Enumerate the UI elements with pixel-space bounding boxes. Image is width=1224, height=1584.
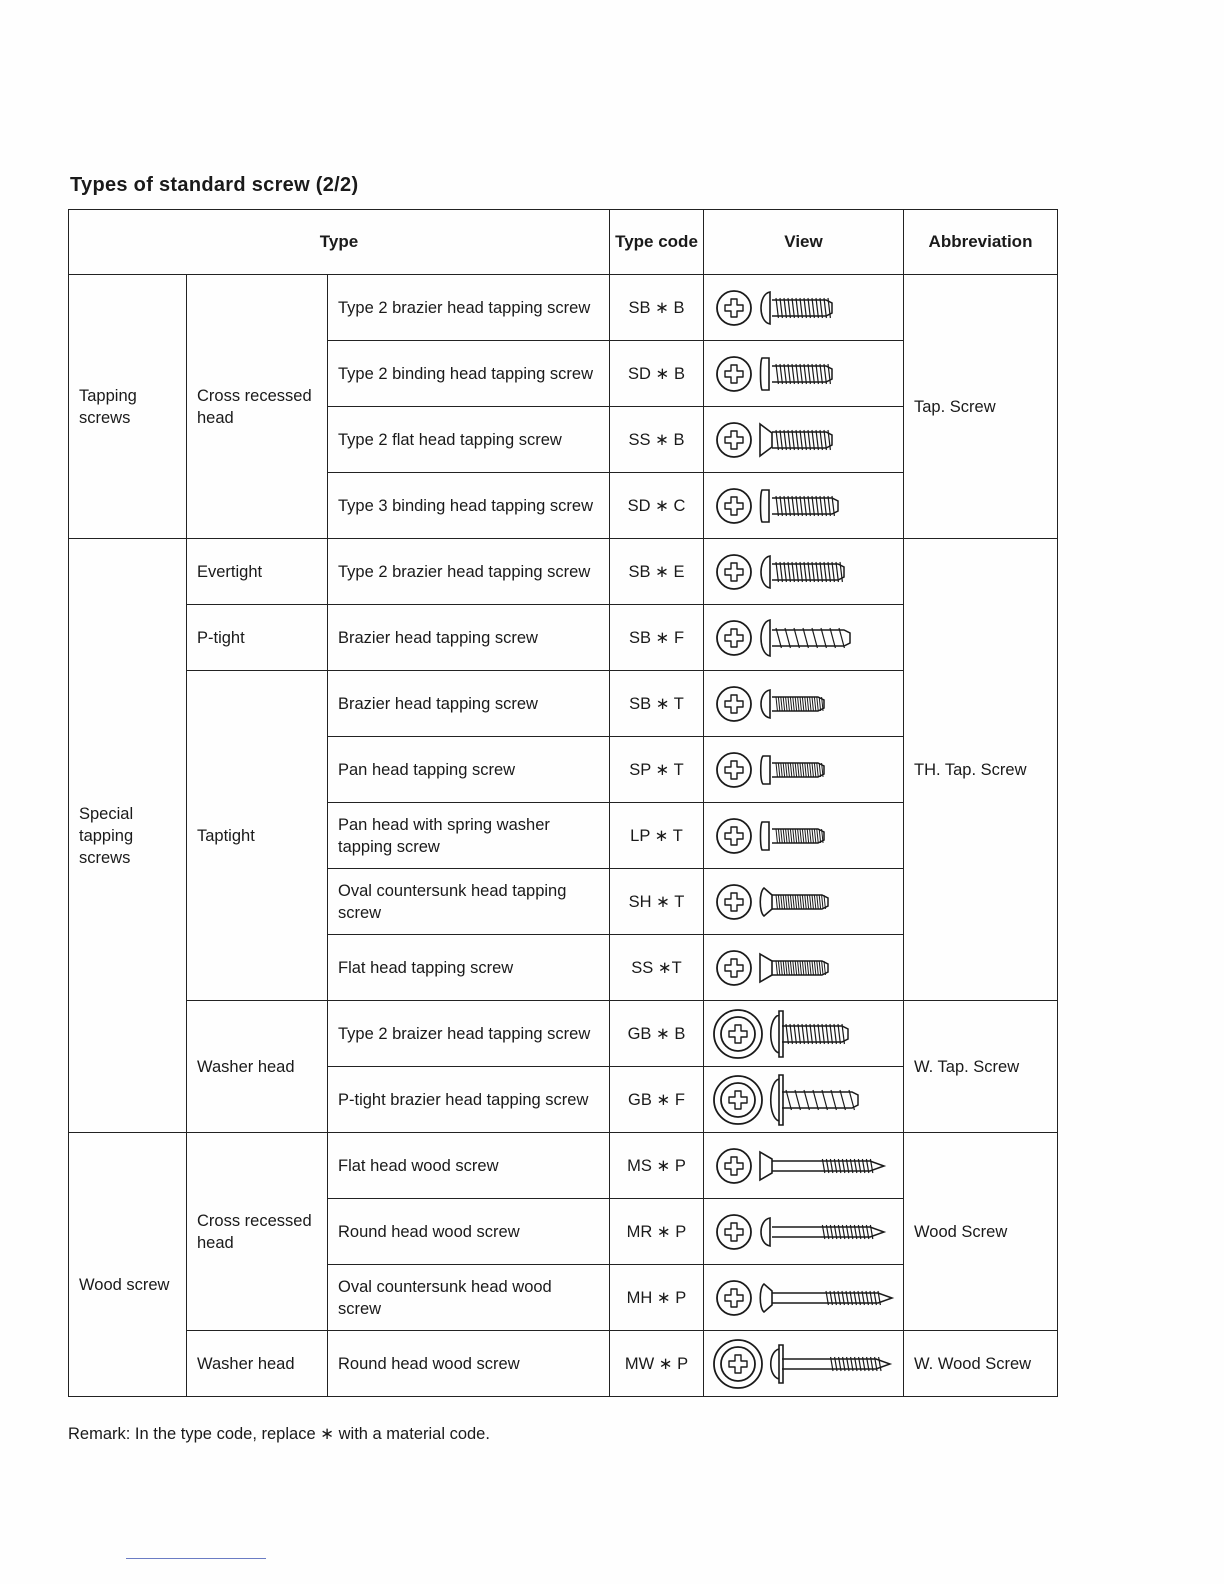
abbr-w-tap-screw: W. Tap. Screw <box>904 1001 1058 1133</box>
screw-view-graphic <box>710 608 900 668</box>
row-description: P-tight brazier head tapping screw <box>328 1067 610 1133</box>
abbr-wood-screw: Wood Screw <box>904 1133 1058 1331</box>
row-type-code: SH ∗ T <box>610 869 704 935</box>
row-type-code: MR ∗ P <box>610 1199 704 1265</box>
row-description: Oval countersunk head wood screw <box>328 1265 610 1331</box>
page-title: Types of standard screw (2/2) <box>70 174 359 196</box>
row-view <box>704 1265 904 1331</box>
row-description: Oval countersunk head tapping screw <box>328 869 610 935</box>
cross-recess-icon <box>717 423 751 457</box>
binding-tapping-screw-icon <box>761 490 839 522</box>
row-view <box>704 341 904 407</box>
row-description: Type 3 binding head tapping screw <box>328 473 610 539</box>
row-view <box>704 539 904 605</box>
row-view <box>704 1199 904 1265</box>
row-description: Type 2 brazier head tapping screw <box>328 275 610 341</box>
row-description: Type 2 binding head tapping screw <box>328 341 610 407</box>
screw-view-graphic <box>710 1334 900 1394</box>
screw-view-graphic <box>710 476 900 536</box>
row-type-code: LP ∗ T <box>610 803 704 869</box>
spring-washer-screw-icon <box>761 822 825 850</box>
row-type-code: SD ∗ B <box>610 341 704 407</box>
row-description: Round head wood screw <box>328 1199 610 1265</box>
row-description: Type 2 braizer head tapping screw <box>328 1001 610 1067</box>
row-description: Brazier head tapping screw <box>328 671 610 737</box>
row-view <box>704 671 904 737</box>
screw-view-graphic <box>710 1070 900 1130</box>
remark-note: Remark: In the type code, replace ∗ with a material code. <box>68 1425 490 1443</box>
screw-view-graphic <box>710 1136 900 1196</box>
screw-view-graphic <box>710 938 900 998</box>
header-abbreviation: Abbreviation <box>904 210 1058 275</box>
row-type-code: MS ∗ P <box>610 1133 704 1199</box>
row-view <box>704 935 904 1001</box>
cross-recess-icon <box>717 951 751 985</box>
cross-recess-icon <box>717 753 751 787</box>
row-description: Type 2 flat head tapping screw <box>328 407 610 473</box>
row-description: Pan head tapping screw <box>328 737 610 803</box>
washer-cross-recess-icon <box>714 1076 762 1124</box>
header-type: Type <box>69 210 610 275</box>
washer-cross-recess-icon <box>714 1010 762 1058</box>
screw-view-graphic <box>710 806 900 866</box>
binding-tapping-screw-icon <box>761 358 833 390</box>
cross-recess-icon <box>717 1149 751 1183</box>
abbr-w-wood-screw: W. Wood Screw <box>904 1331 1058 1397</box>
row-type-code: GB ∗ F <box>610 1067 704 1133</box>
cross-recess-icon <box>717 357 751 391</box>
group-tapping-screws: Tapping screws <box>69 275 187 539</box>
flat-wood-screw-icon <box>760 1152 884 1180</box>
washer-ptight-screw-icon <box>771 1075 858 1125</box>
row-type-code: GB ∗ B <box>610 1001 704 1067</box>
header-view: View <box>704 210 904 275</box>
row-type-code: MH ∗ P <box>610 1265 704 1331</box>
subgroup-p-tight: P-tight <box>187 605 328 671</box>
row-view <box>704 869 904 935</box>
oval-taptight-screw-icon <box>760 888 828 916</box>
row-description: Pan head with spring washer tapping screw <box>328 803 610 869</box>
row-view <box>704 737 904 803</box>
row-type-code: SD ∗ C <box>610 473 704 539</box>
group-special-tapping-screws: Special tapping screws <box>69 539 187 1133</box>
subgroup-evertight: Evertight <box>187 539 328 605</box>
screw-view-graphic <box>710 278 900 338</box>
cross-recess-icon <box>717 819 751 853</box>
screw-view-graphic <box>710 344 900 404</box>
brazier-tapping-screw-icon <box>761 292 832 324</box>
subgroup-cross-recessed-head: Cross recessed head <box>187 275 328 539</box>
subgroup-cross-recessed-head-wood: Cross recessed head <box>187 1133 328 1331</box>
cross-recess-icon <box>717 687 751 721</box>
group-wood-screw: Wood screw <box>69 1133 187 1397</box>
row-view <box>704 473 904 539</box>
screw-view-graphic <box>710 1202 900 1262</box>
brazier-tapping-screw-icon <box>761 556 844 588</box>
row-description: Flat head wood screw <box>328 1133 610 1199</box>
round-wood-screw-icon <box>761 1218 884 1246</box>
screw-view-graphic <box>710 542 900 602</box>
cross-recess-icon <box>717 621 751 655</box>
screw-types-table <box>68 209 1058 1397</box>
row-view <box>704 1067 904 1133</box>
row-view <box>704 605 904 671</box>
cross-recess-icon <box>717 291 751 325</box>
row-view <box>704 1001 904 1067</box>
row-type-code: SS ∗T <box>610 935 704 1001</box>
row-view <box>704 1133 904 1199</box>
row-description: Brazier head tapping screw <box>328 605 610 671</box>
subgroup-washer-head: Washer head <box>187 1001 328 1133</box>
subgroup-washer-head-wood: Washer head <box>187 1331 328 1397</box>
cross-recess-icon <box>717 489 751 523</box>
screw-view-graphic <box>710 1268 900 1328</box>
subgroup-taptight: Taptight <box>187 671 328 1001</box>
abbr-tap-screw: Tap. Screw <box>904 275 1058 539</box>
screw-view-graphic <box>710 410 900 470</box>
pan-taptight-screw-icon <box>761 756 824 784</box>
washer-cross-recess-icon <box>714 1340 762 1388</box>
header-type-code: Type code <box>610 210 704 275</box>
cross-recess-icon <box>717 1215 751 1249</box>
oval-wood-screw-icon <box>760 1284 892 1312</box>
screw-view-graphic <box>710 674 900 734</box>
brazier-taptight-screw-icon <box>761 690 824 718</box>
screw-view-graphic <box>710 872 900 932</box>
row-type-code: SB ∗ B <box>610 275 704 341</box>
screw-view-graphic <box>710 1004 900 1064</box>
row-view <box>704 1331 904 1397</box>
row-type-code: SS ∗ B <box>610 407 704 473</box>
row-view <box>704 803 904 869</box>
cross-recess-icon <box>717 555 751 589</box>
cross-recess-icon <box>717 1281 751 1315</box>
row-type-code: SB ∗ T <box>610 671 704 737</box>
row-type-code: SB ∗ E <box>610 539 704 605</box>
row-view <box>704 275 904 341</box>
cross-recess-icon <box>717 885 751 919</box>
footer-rule <box>126 1558 266 1559</box>
screw-view-graphic <box>710 740 900 800</box>
row-view <box>704 407 904 473</box>
washer-tapping-screw-icon <box>771 1011 848 1057</box>
washer-wood-screw-icon <box>771 1345 890 1383</box>
ptight-screw-icon <box>761 620 850 656</box>
abbr-th-tap-screw: TH. Tap. Screw <box>904 539 1058 1001</box>
row-type-code: SB ∗ F <box>610 605 704 671</box>
row-description: Type 2 brazier head tapping screw <box>328 539 610 605</box>
row-type-code: MW ∗ P <box>610 1331 704 1397</box>
row-description: Round head wood screw <box>328 1331 610 1397</box>
row-description: Flat head tapping screw <box>328 935 610 1001</box>
flat-taptight-screw-icon <box>760 954 828 982</box>
flat-tapping-screw-icon <box>760 424 832 456</box>
row-type-code: SP ∗ T <box>610 737 704 803</box>
